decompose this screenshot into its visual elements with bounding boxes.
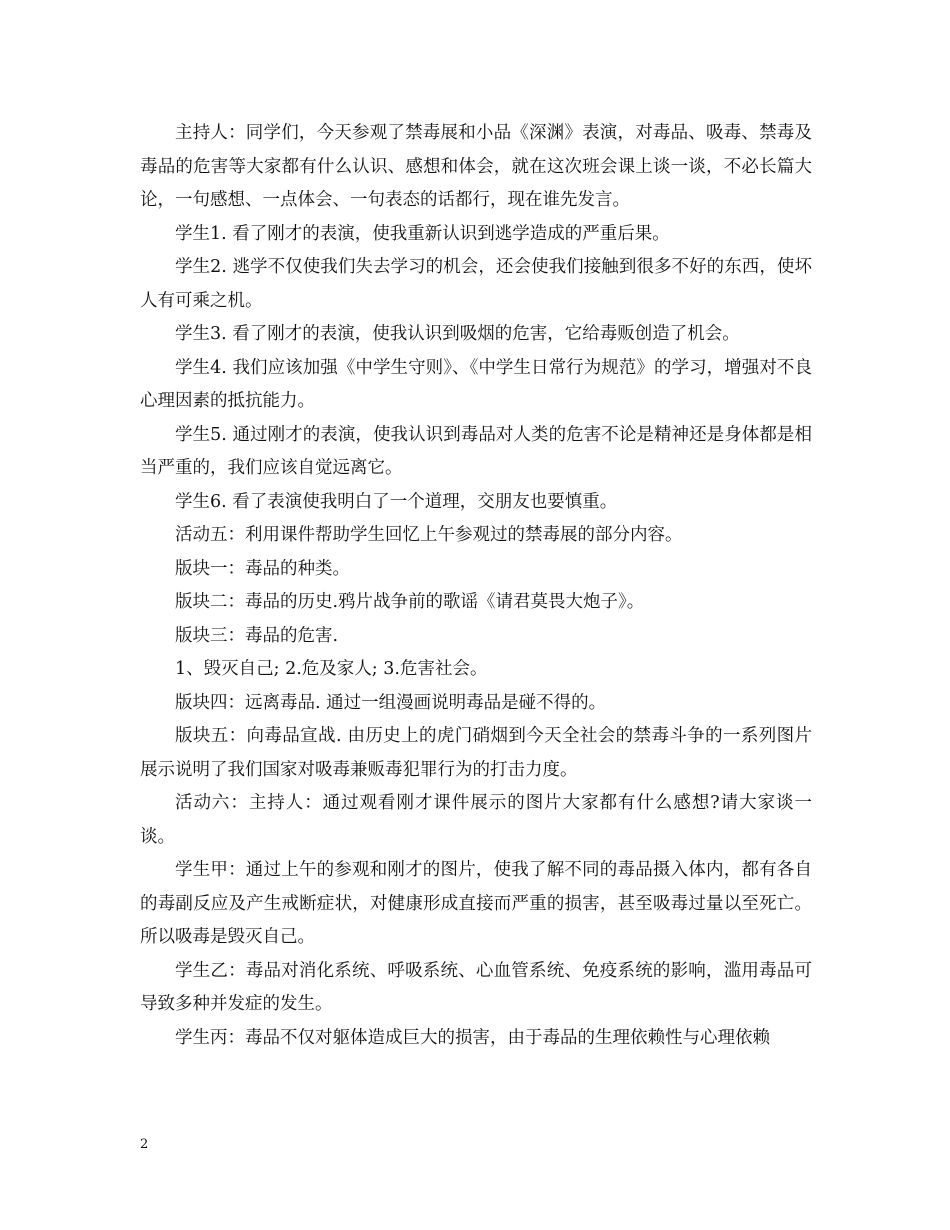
paragraph-student-6: 学生6. 看了表演使我明白了一个道理，交朋友也要慎重。 <box>175 491 618 512</box>
paragraph-activity-6: 活动六：主持人：通过观看刚才课件展示的图片大家都有什么感想?请大家谈一谈。 <box>140 793 812 847</box>
paragraph-section-3: 版块三：毒品的危害. <box>175 625 339 646</box>
page-number: 2 <box>140 1137 149 1152</box>
paragraph-student-a: 学生甲：通过上午的参观和刚才的图片，使我了解不同的毒品摄入体内，都有各自的毒副反应及产生戒断症状，对健康形成直接而严重的损害，甚至吸毒过量以至死亡。所以吸毒是毁灭自己。 <box>140 860 812 947</box>
paragraph-section-2: 版块二：毒品的历史.鸦片战争前的歌谣《请君莫畏大炮子》。 <box>175 592 645 612</box>
paragraph-student-3: 学生3. 看了刚才的表演，使我认识到吸烟的危害，它给毒贩创造了机会。 <box>175 324 740 344</box>
paragraph-activity-5: 活动五：利用课件帮助学生回忆上午参观过的禁毒展的部分内容。 <box>175 525 683 545</box>
paragraph-student-1: 学生1. 看了刚才的表演，使我重新认识到逃学造成的严重后果。 <box>175 223 670 244</box>
paragraph-student-c: 学生丙：毒品不仅对躯体造成巨大的损害，由于毒品的生理依赖性与心理依赖 <box>175 1027 770 1048</box>
paragraph-student-b: 学生乙：毒品对消化系统、呼吸系统、心血管系统、免疫系统的影响，滥用毒品可导致多种并发症的发生。 <box>140 960 812 1014</box>
paragraph-section-5: 版块五：向毒品宣战. 由历史上的虎门硝烟到今天全社会的禁毒斗争的一系列图片展示说明了我们国家对吸毒兼贩毒犯罪行为的打击力度。 <box>140 726 812 780</box>
document-body <box>140 117 812 1055</box>
paragraph-host-intro: 主持人：同学们，今天参观了禁毒展和小品《深渊》表演，对毒品、吸毒、禁毒及毒品的危害等大家都有什么认识、感想和体会，就在这次班会课上谈一谈，不必长篇大论，一句感想、一点体会、一句表态的话都行，现在谁先发言。 <box>140 123 812 210</box>
paragraph-student-5: 学生5. 通过刚才的表演，使我认识到毒品对人类的危害不论是精神还是身体都是相当严重的，我们应该自觉远离它。 <box>140 424 812 478</box>
paragraph-harm-list: 1、毁灭自己; 2.危及家人; 3.危害社会。 <box>175 659 488 679</box>
paragraph-section-1: 版块一：毒品的种类。 <box>175 558 350 579</box>
paragraph-section-4: 版块四：远离毒品. 通过一组漫画说明毒品是碰不得的。 <box>175 692 607 713</box>
paragraph-student-2: 学生2. 逃学不仅使我们失去学习的机会，还会使我们接触到很多不好的东西，使坏人有可乘之机。 <box>140 257 812 311</box>
paragraph-student-4: 学生4. 我们应该加强《中学生守则》、《中学生日常行为规范》的学习，增强对不良心理因素的抵抗能力。 <box>140 357 812 411</box>
